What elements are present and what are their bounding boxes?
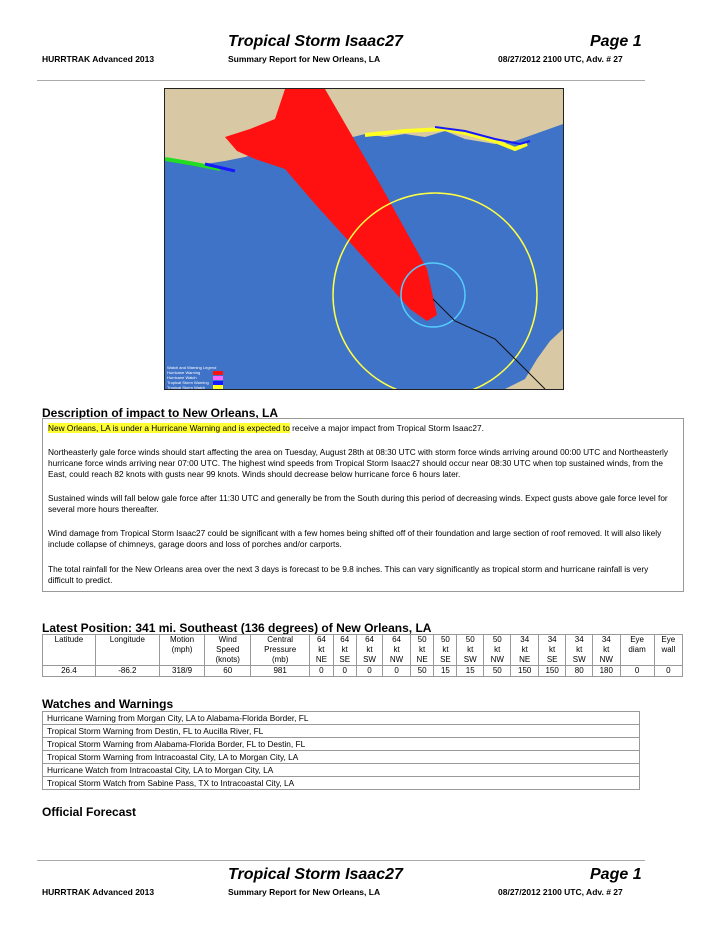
position-column-header bbox=[620, 635, 654, 666]
impact-summary bbox=[48, 423, 676, 434]
column-header-line: kt bbox=[341, 645, 348, 654]
position-column-header bbox=[538, 635, 565, 666]
storm-map bbox=[164, 88, 564, 390]
column-header-line: 64 bbox=[392, 635, 402, 644]
rainfall-paragraph: The total rainfall for the New Orleans area over the next 3 days is forecast to be 9.8 inches. This can vary significantly as tropical storm and hurricane rainfall is very difficult to predict. bbox=[48, 564, 649, 585]
column-header-line: kt bbox=[393, 645, 400, 654]
column-header-line: 34 bbox=[547, 635, 557, 644]
position-column-header bbox=[43, 635, 96, 666]
watch-warning-row: Tropical Storm Warning from Intracoastal City, LA to Morgan City, LA bbox=[42, 751, 640, 764]
position-values-row bbox=[43, 666, 683, 677]
position-column-header bbox=[410, 635, 434, 666]
position-column-header bbox=[654, 635, 682, 666]
column-header-line: 50 bbox=[465, 635, 475, 644]
column-header-line: NE bbox=[519, 655, 531, 664]
legend-title: Watch and Warning Legend bbox=[167, 365, 217, 370]
storm-title: Tropical Storm Isaac27 bbox=[228, 33, 403, 50]
column-header-line: kt bbox=[318, 645, 325, 654]
column-header-line: Wind bbox=[218, 635, 237, 644]
column-header-line: 34 bbox=[574, 635, 584, 644]
footer-storm-title: Tropical Storm Isaac27 bbox=[228, 866, 403, 883]
watch-warning-row: Tropical Storm Warning from Destin, FL to Aucilla River, FL bbox=[42, 725, 640, 738]
column-header-line: (knots) bbox=[215, 655, 240, 664]
column-header-line: kt bbox=[549, 645, 556, 654]
column-header-line: (mph) bbox=[171, 645, 193, 654]
legend-swatch-ts-watch bbox=[213, 385, 223, 389]
position-column-header bbox=[511, 635, 538, 666]
position-column-header bbox=[356, 635, 383, 666]
column-header-line: kt bbox=[419, 645, 426, 654]
footer-rule bbox=[37, 860, 645, 861]
watch-warning-row: Hurricane Warning from Morgan City, LA to Alabama-Florida Border, FL bbox=[42, 711, 640, 725]
position-column-header bbox=[566, 635, 593, 666]
column-header-line: 50 bbox=[492, 635, 502, 644]
column-header-line: SW bbox=[363, 655, 376, 664]
column-header-line: 50 bbox=[440, 635, 450, 644]
column-header-line: 34 bbox=[520, 635, 530, 644]
position-value-cell: 318/9 bbox=[159, 666, 204, 677]
column-header-line: NE bbox=[315, 655, 327, 664]
impact-summary-rest: receive a major impact from Tropical Storm Isaac27. bbox=[289, 423, 484, 433]
position-value-cell: -86.2 bbox=[95, 666, 159, 677]
column-header-line: wall bbox=[661, 645, 676, 654]
column-header-line: kt bbox=[521, 645, 528, 654]
position-column-header bbox=[383, 635, 410, 666]
position-column-header bbox=[593, 635, 620, 666]
column-header-line: SE bbox=[339, 655, 351, 664]
column-header-line: Central bbox=[267, 635, 294, 644]
column-header-line: NW bbox=[599, 655, 613, 664]
column-header-line: Eye bbox=[630, 635, 644, 644]
position-value-cell: 80 bbox=[566, 666, 593, 677]
column-header-line: Pressure bbox=[264, 645, 297, 654]
column-header-line: kt bbox=[467, 645, 474, 654]
position-value-cell: 15 bbox=[457, 666, 484, 677]
position-column-header bbox=[205, 635, 251, 666]
column-header-line: SW bbox=[463, 655, 477, 664]
footer-page-label: Page 1 bbox=[590, 866, 642, 883]
column-header-line: Longitude bbox=[109, 635, 145, 644]
legend-swatch-ts-warning bbox=[213, 381, 223, 385]
impact-description-box bbox=[42, 418, 684, 592]
watches-heading: Watches and Warnings bbox=[42, 697, 174, 711]
position-value-cell: 150 bbox=[538, 666, 565, 677]
column-header-line: kt bbox=[366, 645, 373, 654]
position-column-header bbox=[484, 635, 511, 666]
column-header-line: NE bbox=[416, 655, 428, 664]
column-header-line: NW bbox=[389, 655, 404, 664]
footer-advisory-info: 08/27/2012 2100 UTC, Adv. # 27 bbox=[498, 887, 623, 897]
footer-software-name: HURRTRAK Advanced 2013 bbox=[42, 887, 155, 897]
position-column-header bbox=[95, 635, 159, 666]
watches-list bbox=[42, 711, 640, 790]
column-header-line: NW bbox=[490, 655, 504, 664]
position-column-header bbox=[457, 635, 484, 666]
wind-timing-paragraph: Northeasterly gale force winds should start affecting the area on Tuesday, August 28th at 08:30 UTC with storm force winds arriving around 00:00 UTC and Northeasterly hurricane force winds arriving near 07:00 UTC. The highest wind speeds from Tropical Storm Isaac27 should occur near 08:30 UTC when top sustained winds, from the East, could reach 82 knots with gusts near 99 knots. Winds should decrease below hurricane force 6 hours later. bbox=[48, 447, 668, 479]
position-heading: Latest Position: 341 mi. Southeast (136 degrees) of New Orleans, LA bbox=[42, 621, 432, 635]
position-value-cell: 15 bbox=[434, 666, 457, 677]
position-value-cell: 50 bbox=[484, 666, 511, 677]
position-value-cell: 60 bbox=[205, 666, 251, 677]
position-value-cell: 0 bbox=[333, 666, 356, 677]
map-legend bbox=[167, 365, 223, 389]
column-header-line: Speed bbox=[216, 645, 240, 654]
column-header-line: SE bbox=[546, 655, 558, 664]
position-value-cell: 0 bbox=[383, 666, 410, 677]
position-column-header bbox=[251, 635, 310, 666]
position-value-cell: 0 bbox=[356, 666, 383, 677]
position-value-cell: 981 bbox=[251, 666, 310, 677]
column-header-line: kt bbox=[494, 645, 501, 654]
map-graphic bbox=[165, 89, 563, 389]
position-column-header bbox=[159, 635, 204, 666]
column-header-line: SW bbox=[572, 655, 586, 664]
position-header-row bbox=[43, 635, 683, 666]
legend-item: Tropical Storm Warning bbox=[167, 380, 209, 385]
column-header-line: 64 bbox=[316, 635, 326, 644]
column-header-line: kt bbox=[603, 645, 610, 654]
page-label: Page 1 bbox=[590, 33, 642, 50]
column-header-line: (mb) bbox=[271, 655, 289, 664]
watch-warning-row: Tropical Storm Warning from Alabama-Florida Border, FL to Destin, FL bbox=[42, 738, 640, 751]
position-value-cell: 180 bbox=[593, 666, 620, 677]
column-header-line: 64 bbox=[365, 635, 374, 644]
report-title: Summary Report for New Orleans, LA bbox=[228, 54, 381, 64]
advisory-info: 08/27/2012 2100 UTC, Adv. # 27 bbox=[498, 54, 623, 64]
column-header-line: 34 bbox=[601, 635, 611, 644]
footer-report-title: Summary Report for New Orleans, LA bbox=[228, 887, 381, 897]
position-value-cell: 150 bbox=[511, 666, 538, 677]
column-header-line: kt bbox=[442, 645, 449, 654]
column-header-line: Eye bbox=[661, 635, 676, 644]
column-header-line: Motion bbox=[170, 635, 195, 644]
column-header-line: SE bbox=[440, 655, 451, 664]
watch-warning-row: Tropical Storm Watch from Sabine Pass, TX to Intracoastal City, LA bbox=[42, 777, 640, 790]
position-value-cell: 0 bbox=[310, 666, 334, 677]
legend-swatch-hurricane-watch bbox=[213, 376, 223, 380]
forecast-heading: Official Forecast bbox=[42, 805, 137, 819]
position-table bbox=[42, 634, 683, 677]
decreasing-winds-paragraph: Sustained winds will fall below gale force after 11:30 UTC and generally be from the South during this period of decreasing winds. Expect gusts above gale force level for several more hours thereafter. bbox=[48, 493, 668, 514]
legend-swatch-hurricane-warning bbox=[213, 371, 223, 375]
wind-damage-paragraph: Wind damage from Tropical Storm Isaac27 could be significant with a few homes being shifted off of their foundation and large section of roof removed. It will also likely include collapse of chimneys, garage doors and loss of porches and/or carports. bbox=[48, 528, 662, 549]
legend-item: Hurricane Warning bbox=[167, 370, 201, 375]
column-header-line: kt bbox=[576, 645, 583, 654]
software-name: HURRTRAK Advanced 2013 bbox=[42, 54, 155, 64]
position-column-header bbox=[310, 635, 334, 666]
position-column-header bbox=[434, 635, 457, 666]
position-value-cell: 0 bbox=[620, 666, 654, 677]
header-rule bbox=[37, 80, 645, 81]
position-value-cell: 50 bbox=[410, 666, 434, 677]
legend-item: Hurricane Watch bbox=[167, 375, 197, 380]
column-header-line: diam bbox=[628, 645, 646, 654]
position-column-header bbox=[333, 635, 356, 666]
watch-warning-row: Hurricane Watch from Intracoastal City, LA to Morgan City, LA bbox=[42, 764, 640, 777]
position-value-cell: 0 bbox=[654, 666, 682, 677]
column-header-line: 64 bbox=[340, 635, 350, 644]
legend-item: Tropical Storm Watch bbox=[167, 385, 206, 389]
column-header-line: 50 bbox=[417, 635, 427, 644]
impact-heading: Description of impact to New Orleans, LA bbox=[42, 406, 279, 420]
position-value-cell: 26.4 bbox=[43, 666, 96, 677]
column-header-line: Latitude bbox=[54, 635, 84, 644]
impact-highlight: New Orleans, LA is under a Hurricane Warning and is expected to bbox=[48, 423, 290, 433]
